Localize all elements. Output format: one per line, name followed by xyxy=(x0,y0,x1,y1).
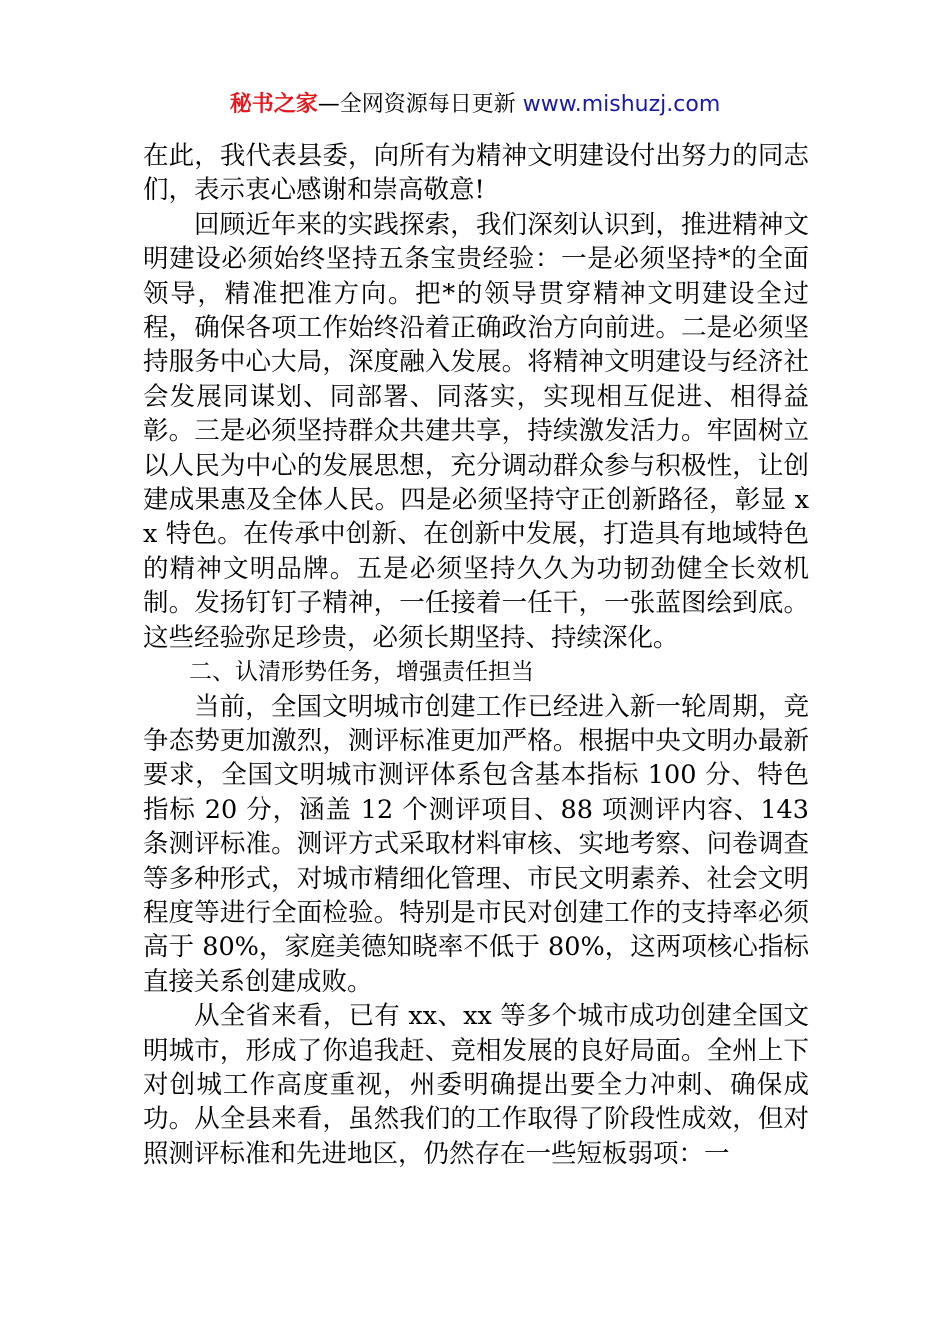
paragraph-current-situation: 当前，全国文明城市创建工作已经进入新一轮周期，竞争态势更加激烈，测评标准更加严格。根据中央文明办最新要求，全国文明城市测评体系包含基本指标 100 分、特色指标 20 分，涵盖 12 个测评项目、88 项测评内容、143 条测评标准。测评方式采取材料审核、实地考察、问卷调查等多种形式，对城市精细化管理、市民文明素养、社会文明程度等进行全面检验。特别是市民对创建工作的支持率必须高于 80%，家庭美德知晓率不低于 80%，这两项核心指标直接关系创建成败。 xyxy=(143,691,809,997)
page-header xyxy=(0,90,950,120)
section-heading: 二、认清形势任务，增强责任担当 xyxy=(189,659,534,686)
site-brand: 秘书之家 xyxy=(229,92,318,117)
paragraph-province-county: 从全省来看，已有 xx、xx 等多个城市成功创建全国文明城市，形成了你追我赶、竞相发展的良好局面。全州上下对创城工作高度重视，州委明确提出要全力冲刺、确保成功。从全县来看，虽然我们的工作取得了阶段性成效，但对照测评标准和先进地区，仍然存在一些短板弱项：一 xyxy=(143,1001,809,1169)
paragraph-closing-thanks: 在此，我代表县委，向所有为精神文明建设付出努力的同志们，表示衷心感谢和崇高敬意! xyxy=(143,141,809,206)
paragraph-experience: 回顾近年来的实践探索，我们深刻认识到，推进精神文明建设必须始终坚持五条宝贵经验：一是必须坚持*的全面领导，精准把准方向。把*的领导贯穿精神文明建设全过程，确保各项工作始终沿着正确政治方向前进。二是必须坚持服务中心大局，深度融入发展。将精神文明建设与经济社会发展同谋划、同部署、同落实，实现相互促进、相得益彰。三是必须坚持群众共建共享，持续激发活力。牢固树立以人民为中心的发展思想，充分调动群众参与积极性，让创建成果惠及全体人民。四是必须坚持守正创新路径，彰显 xx 特色。在传承中创新、在创新中发展，打造具有地域特色的精神文明品牌。五是必须坚持久久为功韧劲健全长效机制。发扬钉钉子精神，一任接着一任干，一张蓝图绘到底。这些经验弥足珍贵，必须长期坚持、持续深化。 xyxy=(143,209,809,653)
document-body xyxy=(143,139,809,1171)
site-url-link[interactable]: www.mishuzj.com xyxy=(522,92,721,117)
site-slogan: —全网资源每日更新 xyxy=(317,92,523,117)
